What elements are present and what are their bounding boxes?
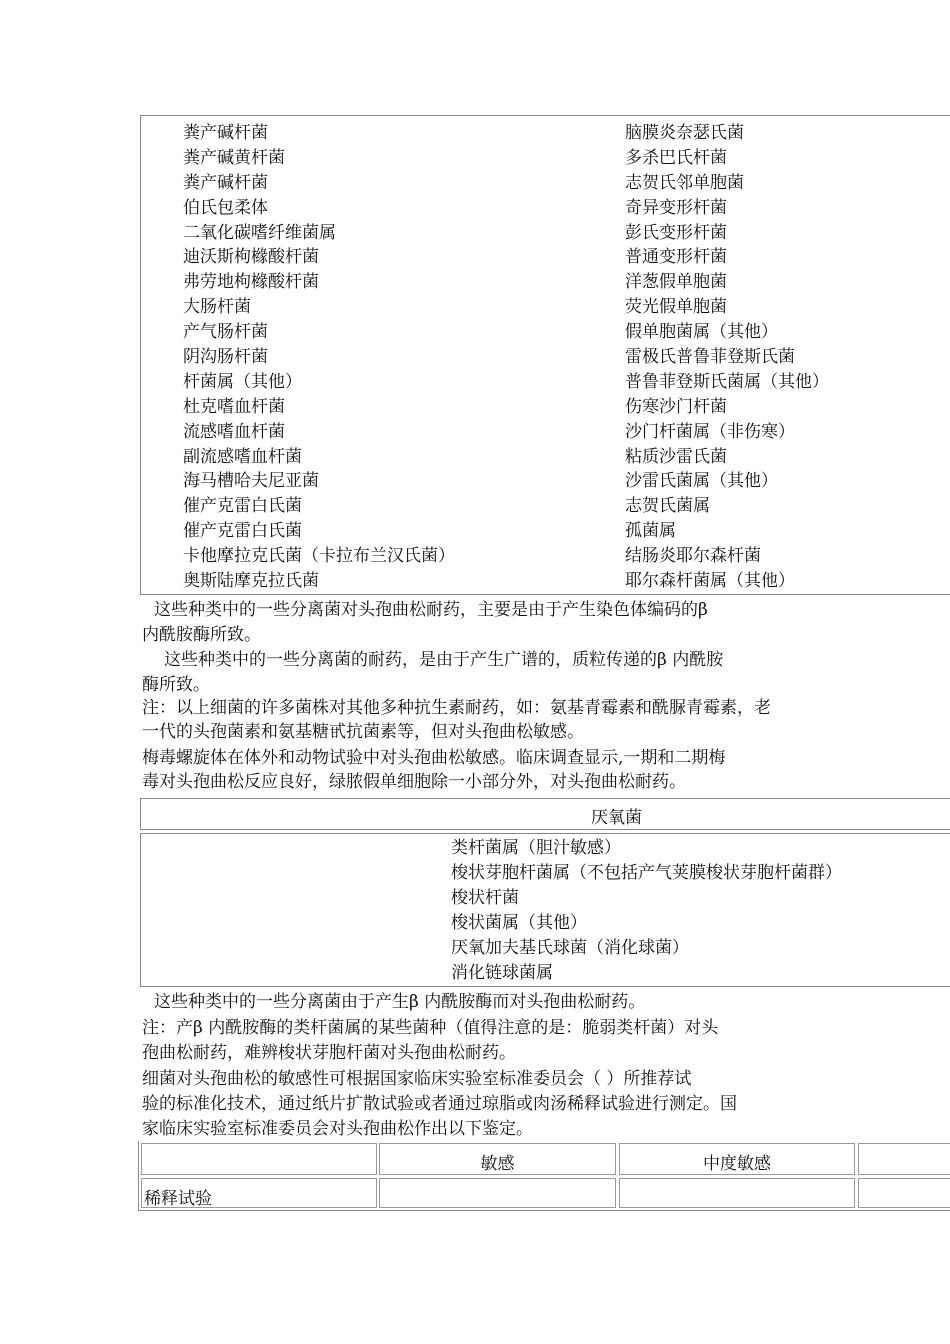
organisms-right-column bbox=[625, 121, 829, 594]
list-item: 奇异变形杆菌 bbox=[625, 197, 727, 218]
note-paragraph-1: 注：以上细菌的许多菌株对其他多种抗生素耐药，如：氨基青霉素和酰脲青霉素，老 bbox=[142, 698, 771, 718]
list-item: 迪沃斯枸橼酸杆菌 bbox=[183, 247, 319, 268]
list-item: 产气肠杆菌 bbox=[183, 322, 268, 343]
testing-paragraph: 细菌对头孢曲松的敏感性可根据国家临床实验室标准委员会（ ）所推荐试 bbox=[142, 1069, 692, 1089]
resistance-paragraph-1: 这些种类中的一些分离菌对头孢曲松耐药，主要是由于产生染色体编码的β bbox=[154, 600, 708, 620]
table-header-cell bbox=[858, 1143, 950, 1175]
list-item: 沙门杆菌属（非伤寒） bbox=[625, 421, 795, 442]
list-item: 类杆菌属（胆汁敏感） bbox=[451, 838, 621, 858]
list-item: 卡他摩拉克氏菌（卡拉布兰汉氏菌） bbox=[183, 546, 455, 567]
list-item: 耶尔森杆菌属（其他） bbox=[625, 571, 795, 592]
list-item: 二氧化碳嗜纤维菌属 bbox=[183, 222, 336, 243]
list-item: 雷极氏普鲁菲登斯氏菌 bbox=[625, 347, 795, 368]
anaerobes-table-body bbox=[140, 833, 950, 987]
testing-paragraph-cont-1: 验的标准化技术，通过纸片扩散试验或者通过琼脂或肉汤稀释试验进行测定。国 bbox=[142, 1094, 737, 1114]
list-item: 消化链球菌属 bbox=[451, 962, 553, 983]
list-item: 粘质沙雷氏菌 bbox=[625, 446, 727, 467]
list-item: 沙雷氏菌属（其他） bbox=[625, 471, 778, 492]
list-item: 孤菌属 bbox=[625, 521, 676, 542]
list-item: 流感嗜血杆菌 bbox=[183, 421, 285, 442]
list-item: 伯氏包柔体 bbox=[183, 197, 268, 218]
list-item: 阴沟肠杆菌 bbox=[183, 347, 268, 368]
list-item: 普通变形杆菌 bbox=[625, 247, 727, 268]
note-paragraph-1-cont: 一代的头孢菌素和氨基糖甙抗菌素等，但对头孢曲松敏感。 bbox=[142, 722, 584, 742]
list-item: 梭状芽胞杆菌属（不包括产气荚膜梭状芽胞杆菌群） bbox=[451, 862, 842, 883]
list-item: 海马槽哈夫尼亚菌 bbox=[183, 471, 319, 492]
list-item: 彭氏变形杆菌 bbox=[625, 222, 727, 243]
organisms-table bbox=[140, 115, 950, 595]
list-item: 副流感嗜血杆菌 bbox=[183, 446, 302, 467]
criteria-table bbox=[138, 1141, 950, 1211]
list-item: 志贺氏菌属 bbox=[625, 496, 710, 517]
table-cell bbox=[858, 1178, 950, 1208]
list-item: 杜克嗜血杆菌 bbox=[183, 396, 285, 417]
list-item: 结肠炎耶尔森杆菌 bbox=[625, 546, 761, 567]
anaerobes-table-header bbox=[140, 798, 950, 830]
list-item: 催产克雷白氏菌 bbox=[183, 496, 302, 517]
list-item: 粪产碱杆菌 bbox=[183, 172, 268, 193]
anaerobe-resistance-paragraph: 这些种类中的一些分离菌由于产生β 内酰胺酶而对头孢曲松耐药。 bbox=[154, 992, 646, 1012]
list-item: 脑膜炎奈瑟氏菌 bbox=[625, 123, 744, 143]
resistance-paragraph-2: 这些种类中的一些分离菌的耐药，是由于产生广谱的，质粒传递的β 内酰胺 bbox=[164, 650, 724, 670]
list-item: 粪产碱黄杆菌 bbox=[183, 147, 285, 168]
table-header-sensitive: 敏感 bbox=[379, 1143, 616, 1175]
table-header-cell bbox=[141, 1143, 377, 1175]
table-header-intermediate: 中度敏感 bbox=[619, 1143, 855, 1175]
list-item: 洋葱假单胞菌 bbox=[625, 272, 727, 293]
list-item: 催产克雷白氏菌 bbox=[183, 521, 302, 542]
testing-paragraph-cont-2: 家临床实验室标准委员会对头孢曲松作出以下鉴定。 bbox=[142, 1119, 533, 1139]
table-cell bbox=[619, 1178, 855, 1208]
table-row-label: 稀释试验 bbox=[141, 1178, 377, 1208]
resistance-paragraph-2-cont: 酶所致。 bbox=[142, 675, 210, 695]
list-item: 杆菌属（其他） bbox=[183, 371, 302, 392]
note-paragraph-2: 注：产β 内酰胺酶的类杆菌属的某些菌种（值得注意的是：脆弱类杆菌）对头 bbox=[142, 1018, 719, 1038]
resistance-paragraph-1-cont: 内酰胺酶所致。 bbox=[142, 625, 261, 645]
list-item: 普鲁菲登斯氏菌属（其他） bbox=[625, 371, 829, 392]
table-cell bbox=[379, 1178, 616, 1208]
organisms-left-column bbox=[183, 121, 455, 594]
list-item: 厌氧加夫基氏球菌（消化球菌） bbox=[451, 937, 689, 958]
list-item: 弗劳地枸橼酸杆菌 bbox=[183, 272, 319, 293]
list-item: 梭状菌属（其他） bbox=[451, 912, 587, 933]
list-item: 伤寒沙门杆菌 bbox=[625, 396, 727, 417]
anaerobes-list bbox=[451, 836, 842, 985]
list-item: 假单胞菌属（其他） bbox=[625, 322, 778, 343]
list-item: 梭状杆菌 bbox=[451, 887, 519, 908]
syphilis-paragraph-cont: 毒对头孢曲松反应良好，绿脓假单细胞除一小部分外，对头孢曲松耐药。 bbox=[142, 772, 686, 792]
list-item: 奥斯陆摩克拉氏菌 bbox=[183, 571, 319, 592]
list-item: 志贺氏邻单胞菌 bbox=[625, 172, 744, 193]
anaerobes-header: 厌氧菌 bbox=[591, 808, 642, 828]
list-item: 荧光假单胞菌 bbox=[625, 297, 727, 318]
syphilis-paragraph: 梅毒螺旋体在体外和动物试验中对头孢曲松敏感。临床调查显示,一期和二期梅 bbox=[142, 748, 726, 768]
list-item: 多杀巴氏杆菌 bbox=[625, 147, 727, 168]
list-item: 粪产碱杆菌 bbox=[183, 123, 268, 143]
list-item: 大肠杆菌 bbox=[183, 297, 251, 318]
note-paragraph-2-cont: 孢曲松耐药，难辨梭状芽胞杆菌对头孢曲松耐药。 bbox=[142, 1043, 516, 1063]
